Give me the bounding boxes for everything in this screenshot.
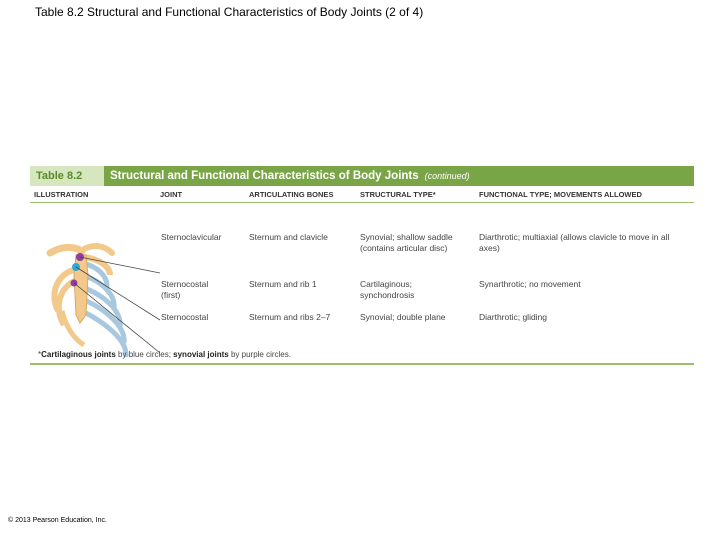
bones-row-1: Sternum and clavicle	[249, 232, 328, 242]
column-header-illustration: ILLUSTRATION	[34, 190, 89, 199]
table-caption: Structural and Functional Characteristics of Body Joints	[110, 170, 419, 182]
column-header-row	[30, 186, 694, 203]
joint-sternocostal-first-qualifier: (first)	[161, 290, 181, 300]
joint-sternoclavicular: Sternoclavicular	[161, 232, 222, 242]
bones-row-2: Sternum and rib 1	[249, 279, 317, 289]
structural-type-row-2: Cartilaginous; synchondrosis	[360, 279, 415, 300]
table-footnote	[38, 350, 291, 359]
table-label: Table 8.2	[30, 166, 104, 186]
column-header-functional-type: FUNCTIONAL TYPE; MOVEMENTS ALLOWED	[479, 190, 642, 199]
table-continued: (continued)	[424, 171, 470, 181]
functional-type-row-3: Diarthrotic; gliding	[479, 312, 548, 322]
structural-type-row-1: Synovial; shallow saddle (contains articular disc)	[360, 232, 453, 253]
footnote-asterisk: *	[38, 350, 42, 359]
copyright: © 2013 Pearson Education, Inc.	[8, 517, 107, 524]
structural-type-row-3: Synovial; double plane	[360, 312, 446, 322]
column-header-structural-type: STRUCTURAL TYPE*	[360, 190, 436, 199]
bones-row-3: Sternum and ribs 2–7	[249, 312, 331, 322]
functional-type-row-1: Diarthrotic; multiaxial (allows clavicle to move in all axes)	[479, 232, 670, 253]
footnote-suffix: by purple circles.	[228, 350, 291, 359]
table-body	[30, 203, 694, 363]
clavicle	[50, 247, 82, 253]
joint-sternocostal-first: Sternocostal	[161, 279, 209, 289]
table-bottom-rule	[30, 363, 694, 365]
joint-table	[30, 166, 694, 365]
column-header-articulating-bones: ARTICULATING BONES	[249, 190, 334, 199]
rib-cage-illustration	[40, 211, 160, 361]
ribs	[54, 257, 126, 357]
functional-type-row-2: Synarthrotic; no movement	[479, 279, 581, 289]
table-header	[30, 166, 694, 186]
slide-title: Table 8.2 Structural and Functional Characteristics of Body Joints (2 of 4)	[35, 5, 424, 19]
footnote-cartilaginous: Cartilaginous joints	[41, 350, 116, 359]
footnote-synovial: synovial joints	[173, 350, 229, 359]
column-header-joint: JOINT	[160, 190, 183, 199]
footnote-mid: by blue circles;	[115, 350, 174, 359]
joint-sternocostal: Sternocostal	[161, 312, 209, 322]
